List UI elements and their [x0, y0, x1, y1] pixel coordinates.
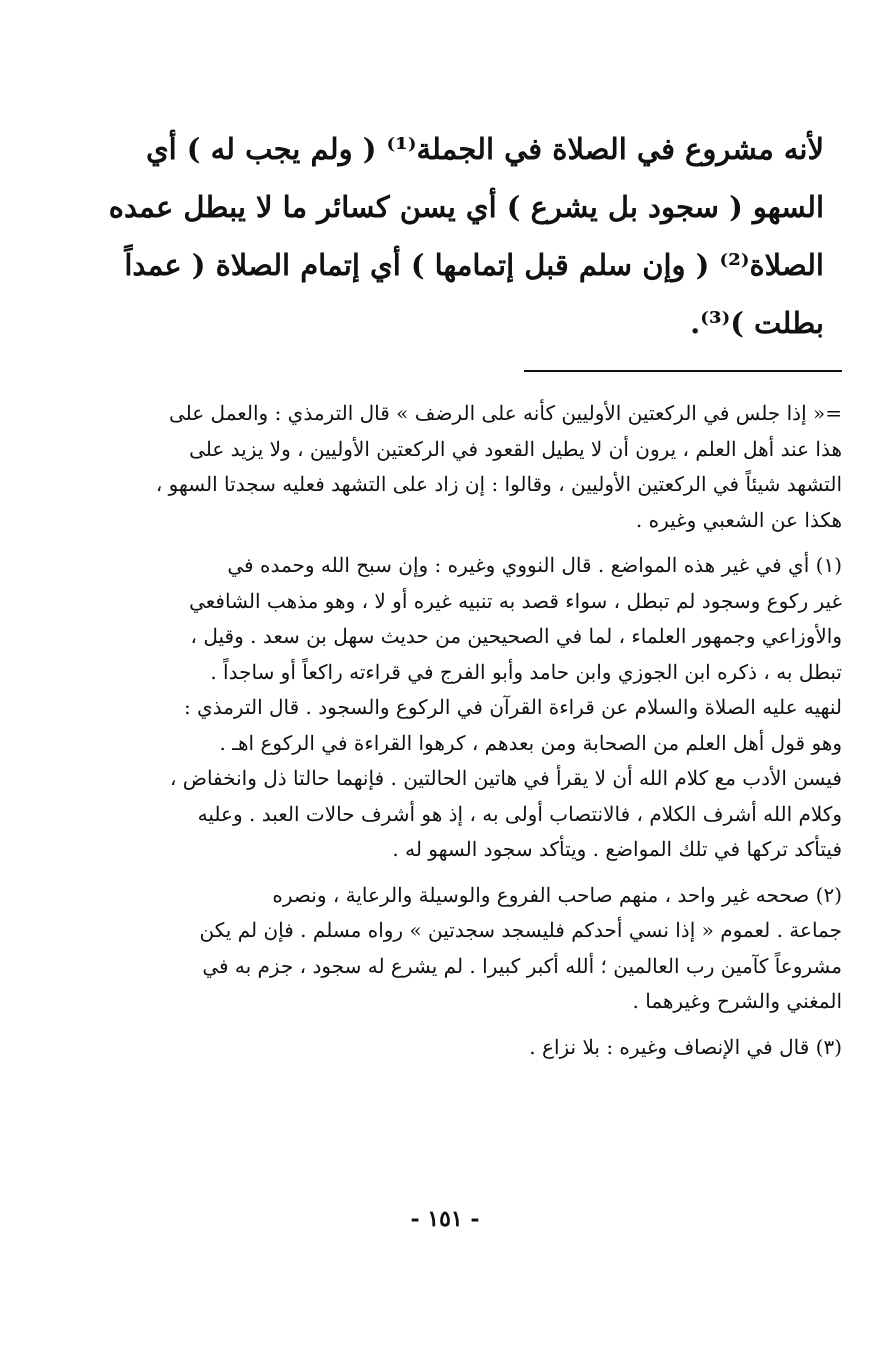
footnote-line: هذا عند أهل العلم ، يرون أن لا يطيل القعود في الركعتين الأوليين ، ولا يزيد على: [189, 436, 842, 461]
footnote-line: (١) أي في غير هذه المواضع . قال النووي وغيره : وإن سبح الله وحمده في: [227, 553, 842, 577]
footnote-line: جماعة . لعموم « إذا نسي أحدكم فليسجد سجدتين » رواه مسلم . فإن لم يكن: [199, 918, 842, 942]
main-text-line: بطلت )⁽³⁾.: [690, 306, 824, 340]
main-text: [108, 120, 824, 352]
footnote-line: التشهد شيئاً في الركعتين الأوليين ، وقالوا : إن زاد على التشهد فعليه سجدتا السهو ،: [155, 472, 842, 496]
footnote-line: (٢) صححه غير واحد ، منهم صاحب الفروع والوسيلة والرعاية ، ونصره: [272, 882, 842, 907]
footnote-3: [108, 1030, 842, 1066]
main-text-line: السهو ( سجود بل يشرع ) أي يسن كسائر ما لا يبطل عمده: [108, 190, 824, 224]
footnote-line: (٣) قال في الإنصاف وغيره : بلا نزاع .: [529, 1034, 842, 1059]
footnote-1: [108, 548, 842, 868]
footnote-line: وهو قول أهل العلم من الصحابة ومن بعدهم ، كرهوا القراءة في الركوع اهـ .: [219, 730, 842, 755]
footnote-line: فيسن الأدب مع كلام الله أن لا يقرأ في هاتين الحالتين . فإنهما حالتا ذل وانخفاض ،: [169, 766, 842, 790]
footnote-line: وكلام الله أشرف الكلام ، فالانتصاب أولى به ، إذ هو أشرف حالات العبد . وعليه: [197, 801, 842, 826]
main-text-line: الصلاة⁽²⁾ ( وإن سلم قبل إتمامها ) أي إتمام الصلاة ( عمداً: [124, 248, 824, 282]
footnote-line: فيتأكد تركها في تلك المواضع . ويتأكد سجود السهو له .: [392, 837, 842, 861]
main-text-line: لأنه مشروع في الصلاة في الجملة⁽¹⁾ ( ولم يجب له ) أي: [145, 132, 824, 166]
footnote-line: والأوزاعي وجمهور العلماء ، لما في الصحيحين من حديث سهل بن سعد . وقيل ،: [190, 624, 842, 648]
footnote-line: المغني والشرح وغيرهما .: [632, 989, 842, 1013]
footnote-line: تبطل به ، ذكره ابن الجوزي وابن حامد وأبو الفرج في قراءته راكعاً أو ساجداً .: [210, 659, 842, 684]
footnote-line: غير ركوع وسجود لم تبطل ، سواء قصد به تنبيه غيره أو لا ، وهو مذهب الشافعي: [189, 588, 842, 613]
footnote-line: لنهيه عليه الصلاة والسلام عن قراءة القرآن في الركوع والسجود . قال الترمذي :: [183, 695, 842, 719]
page-number: - ١٥١ -: [410, 1206, 480, 1232]
footnote-line: =« إذا جلس في الركعتين الأوليين كأنه على الرضف » قال الترمذي : والعمل على: [168, 401, 842, 425]
footnote-line: هكذا عن الشعبي وغيره .: [635, 507, 842, 532]
footnote-line: مشروعاً كآمين رب العالمين ؛ ألله أكبر كبيرا . لم يشرع له سجود ، جزم به في: [202, 953, 842, 978]
footnote-2: [108, 878, 842, 1020]
footnote-separator: [524, 370, 842, 372]
footnote-continuation: [108, 396, 842, 538]
footnotes: [108, 396, 842, 1075]
